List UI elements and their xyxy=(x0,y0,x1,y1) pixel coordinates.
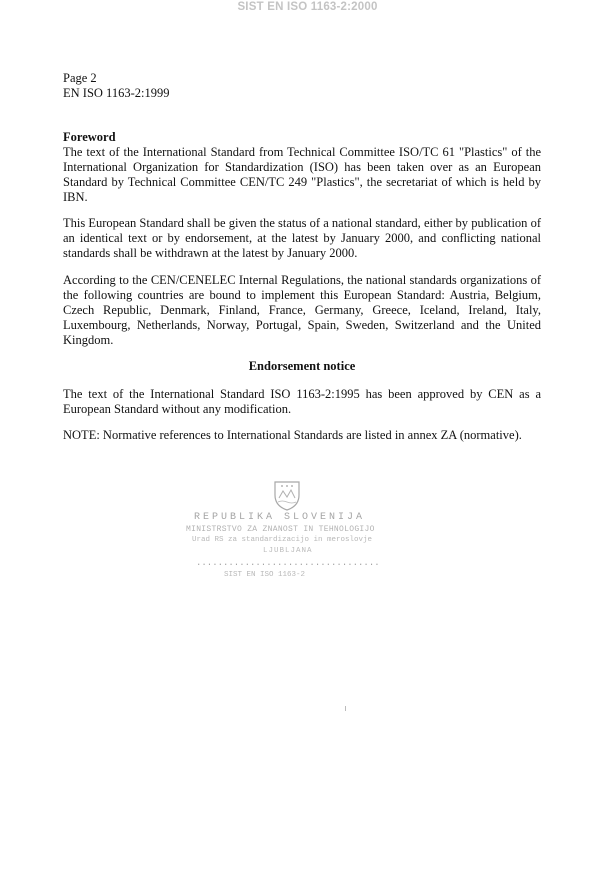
page-header xyxy=(63,71,169,101)
foreword-paragraph-2: This European Standard shall be given the status of a national standard, either by publication of an identical text or by endorsement, at the latest by January 2000, and conflicting national standards shall be withdrawn at the latest by January 2000. xyxy=(63,216,541,260)
endorsement-heading: Endorsement notice xyxy=(248,359,356,373)
foreword-paragraph-3: According to the CEN/CENELEC Internal Regulations, the national standards organizations of the following countries are bound to implement this European Standard: Austria, Belgium, Czech Republic, Denmark, Finland, France, Germany, Greece, Iceland, Ireland, Italy, Luxembourg, Netherlands, Norway, Portugal, Spain, Sweden, Switzerland and the United Kingdom. xyxy=(63,273,541,347)
stamp-line-1: REPUBLIKA SLOVENIJA xyxy=(194,512,366,523)
page-number: Page 2 xyxy=(63,71,97,85)
stamp-line-3: Urad RS za standardizacijo in meroslovje xyxy=(192,536,373,544)
standard-id: EN ISO 1163-2:1999 xyxy=(63,86,170,100)
endorsement-note: NOTE: Normative references to International Standards are listed in annex ZA (normative). xyxy=(63,428,522,442)
watermark: SIST EN ISO 1163-2:2000 xyxy=(237,1,378,13)
document-body xyxy=(63,130,541,454)
endorsement-text: The text of the International Standard ISO 1163-2:1995 has been approved by CEN as a European Standard without any modification. xyxy=(63,387,541,416)
coat-of-arms-icon xyxy=(270,478,304,512)
foreword-heading: Foreword xyxy=(63,130,116,144)
stamp-line-5: .................................. xyxy=(196,558,380,568)
foreword-paragraph-1: The text of the International Standard from Technical Committee ISO/TC 61 "Plastics" of the International Organization for Standardization (ISO) has been taken over as an European Standard by Technical Committee CEN/TC 249 "Plastics", the secretariat of which is held by IBN. xyxy=(63,145,541,204)
stamp-line-6: SIST EN ISO 1163-2 xyxy=(224,571,306,579)
scan-speck xyxy=(345,706,346,711)
stamp-line-4: LJUBLJANA xyxy=(263,547,313,555)
official-stamp xyxy=(150,478,410,588)
stamp-line-2: MINISTRSTVO ZA ZNANOST IN TEHNOLOGIJO xyxy=(186,525,375,534)
